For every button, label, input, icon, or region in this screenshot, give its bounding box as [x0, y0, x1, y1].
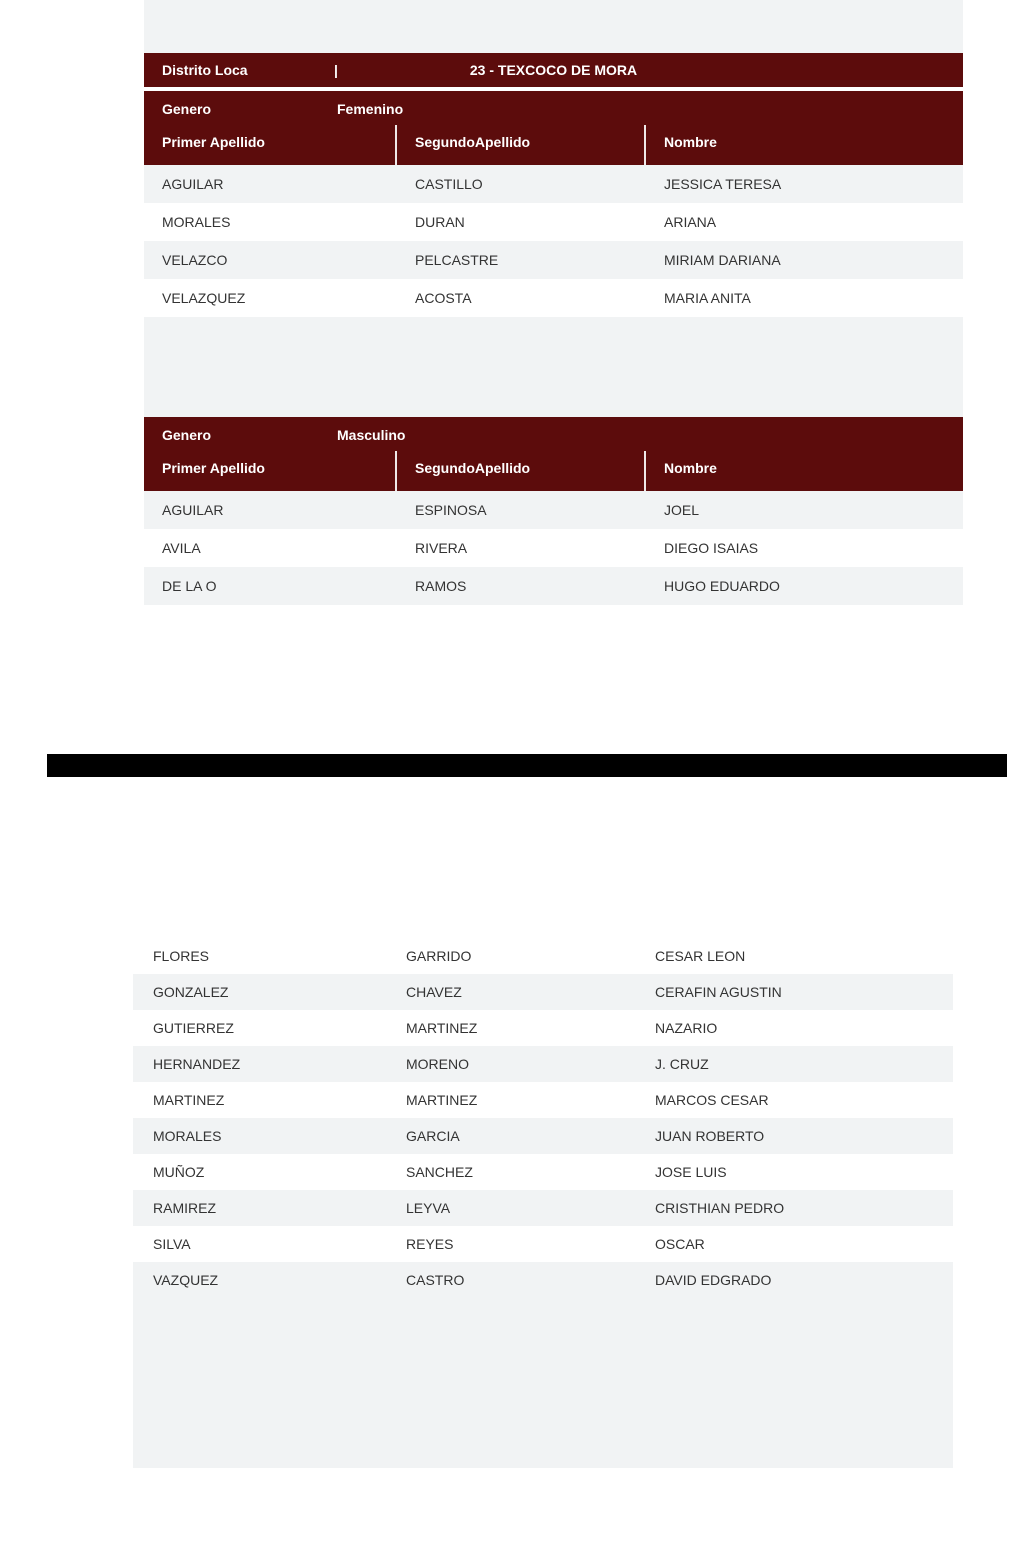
cell-primer-apellido: RAMIREZ	[153, 1200, 216, 1216]
table-row	[144, 567, 963, 605]
table-row	[144, 165, 963, 203]
table-row	[133, 1154, 953, 1190]
cell-nombre: MARIA ANITA	[664, 290, 751, 306]
col-segundo-apellido: SegundoApellido	[397, 125, 646, 165]
col-primer-apellido: Primer Apellido	[144, 451, 397, 491]
table-row	[144, 529, 963, 567]
cell-nombre: JOSE LUIS	[655, 1164, 727, 1180]
cell-segundo-apellido: GARRIDO	[406, 948, 472, 964]
col-nombre: Nombre	[664, 460, 717, 476]
genero-label: Genero	[162, 427, 212, 443]
cell-primer-apellido: MUÑOZ	[153, 1164, 205, 1180]
cell-segundo-apellido: CASTILLO	[415, 176, 483, 192]
table-row	[133, 974, 953, 1010]
table-row	[144, 279, 963, 317]
table-row	[133, 1262, 953, 1298]
document-page-1	[144, 0, 963, 605]
cell-nombre: JOEL	[664, 502, 700, 518]
cell-segundo-apellido: PELCASTRE	[415, 252, 499, 268]
cell-segundo-apellido: CASTRO	[406, 1272, 465, 1288]
top-margin	[144, 0, 963, 53]
district-value: 23 - TEXCOCO DE MORA	[469, 62, 638, 78]
cell-primer-apellido: HERNANDEZ	[153, 1056, 241, 1072]
column-header-row	[144, 451, 963, 491]
cell-segundo-apellido: MARTINEZ	[406, 1092, 478, 1108]
cell-nombre: JUAN ROBERTO	[655, 1128, 765, 1144]
cell-nombre: CERAFIN AGUSTIN	[655, 984, 782, 1000]
table-row	[133, 938, 953, 974]
table-row	[133, 1190, 953, 1226]
table-bottom-fill	[133, 1298, 953, 1468]
district-label: Distrito Loca	[162, 62, 248, 78]
cell-segundo-apellido: DURAN	[415, 214, 465, 230]
column-header-row	[144, 125, 963, 165]
cell-nombre: DIEGO ISAIAS	[664, 540, 759, 556]
cell-nombre: MIRIAM DARIANA	[664, 252, 781, 268]
genero-row-masculino	[144, 417, 963, 451]
cell-primer-apellido: SILVA	[153, 1236, 191, 1252]
table-row	[133, 1082, 953, 1118]
cell-nombre: DAVID EDGRADO	[655, 1272, 772, 1288]
table-row	[133, 1046, 953, 1082]
cell-nombre: J. CRUZ	[655, 1056, 709, 1072]
cell-segundo-apellido: ACOSTA	[415, 290, 472, 306]
genero-label: Genero	[162, 101, 212, 117]
col-nombre: Nombre	[664, 134, 717, 150]
cell-segundo-apellido: MARTINEZ	[406, 1020, 478, 1036]
cell-segundo-apellido: GARCIA	[406, 1128, 460, 1144]
cell-primer-apellido: VAZQUEZ	[153, 1272, 219, 1288]
document-page-2	[133, 938, 953, 1468]
table-row	[144, 241, 963, 279]
table-row	[144, 203, 963, 241]
cell-nombre: OSCAR	[655, 1236, 705, 1252]
table-row	[144, 491, 963, 529]
cell-primer-apellido: VELAZCO	[162, 252, 228, 268]
genero-value: Masculino	[337, 427, 406, 443]
cell-primer-apellido: MARTINEZ	[153, 1092, 225, 1108]
cell-primer-apellido: MORALES	[153, 1128, 222, 1144]
page-divider	[47, 754, 1007, 777]
cell-primer-apellido: VELAZQUEZ	[162, 290, 246, 306]
cell-nombre: CRISTHIAN PEDRO	[655, 1200, 785, 1216]
col-primer-apellido: Primer Apellido	[144, 125, 397, 165]
cell-primer-apellido: DE LA O	[162, 578, 217, 594]
genero-row-femenino	[144, 91, 963, 125]
cell-segundo-apellido: CHAVEZ	[406, 984, 462, 1000]
cell-nombre: HUGO EDUARDO	[664, 578, 780, 594]
cell-nombre: NAZARIO	[655, 1020, 718, 1036]
cell-segundo-apellido: LEYVA	[406, 1200, 451, 1216]
cell-nombre: CESAR LEON	[655, 948, 746, 964]
cell-nombre: MARCOS CESAR	[655, 1092, 769, 1108]
cell-segundo-apellido: REYES	[406, 1236, 454, 1252]
genero-value: Femenino	[337, 101, 404, 117]
cell-segundo-apellido: SANCHEZ	[406, 1164, 473, 1180]
table-row	[133, 1118, 953, 1154]
cell-segundo-apellido: RAMOS	[415, 578, 467, 594]
table-row	[133, 1226, 953, 1262]
cell-segundo-apellido: RIVERA	[415, 540, 468, 556]
district-separator: |	[334, 62, 338, 78]
cell-primer-apellido: GUTIERREZ	[153, 1020, 234, 1036]
table-row	[133, 1010, 953, 1046]
cell-nombre: ARIANA	[664, 214, 717, 230]
col-segundo-apellido: SegundoApellido	[397, 451, 646, 491]
cell-segundo-apellido: ESPINOSA	[415, 502, 487, 518]
cell-nombre: JESSICA TERESA	[664, 176, 782, 192]
cell-primer-apellido: FLORES	[153, 948, 210, 964]
district-header	[144, 53, 963, 87]
cell-primer-apellido: AVILA	[162, 540, 201, 556]
section-spacer	[144, 317, 963, 417]
cell-primer-apellido: AGUILAR	[162, 176, 224, 192]
cell-primer-apellido: AGUILAR	[162, 502, 224, 518]
cell-segundo-apellido: MORENO	[406, 1056, 469, 1072]
cell-primer-apellido: GONZALEZ	[153, 984, 229, 1000]
cell-primer-apellido: MORALES	[162, 214, 231, 230]
